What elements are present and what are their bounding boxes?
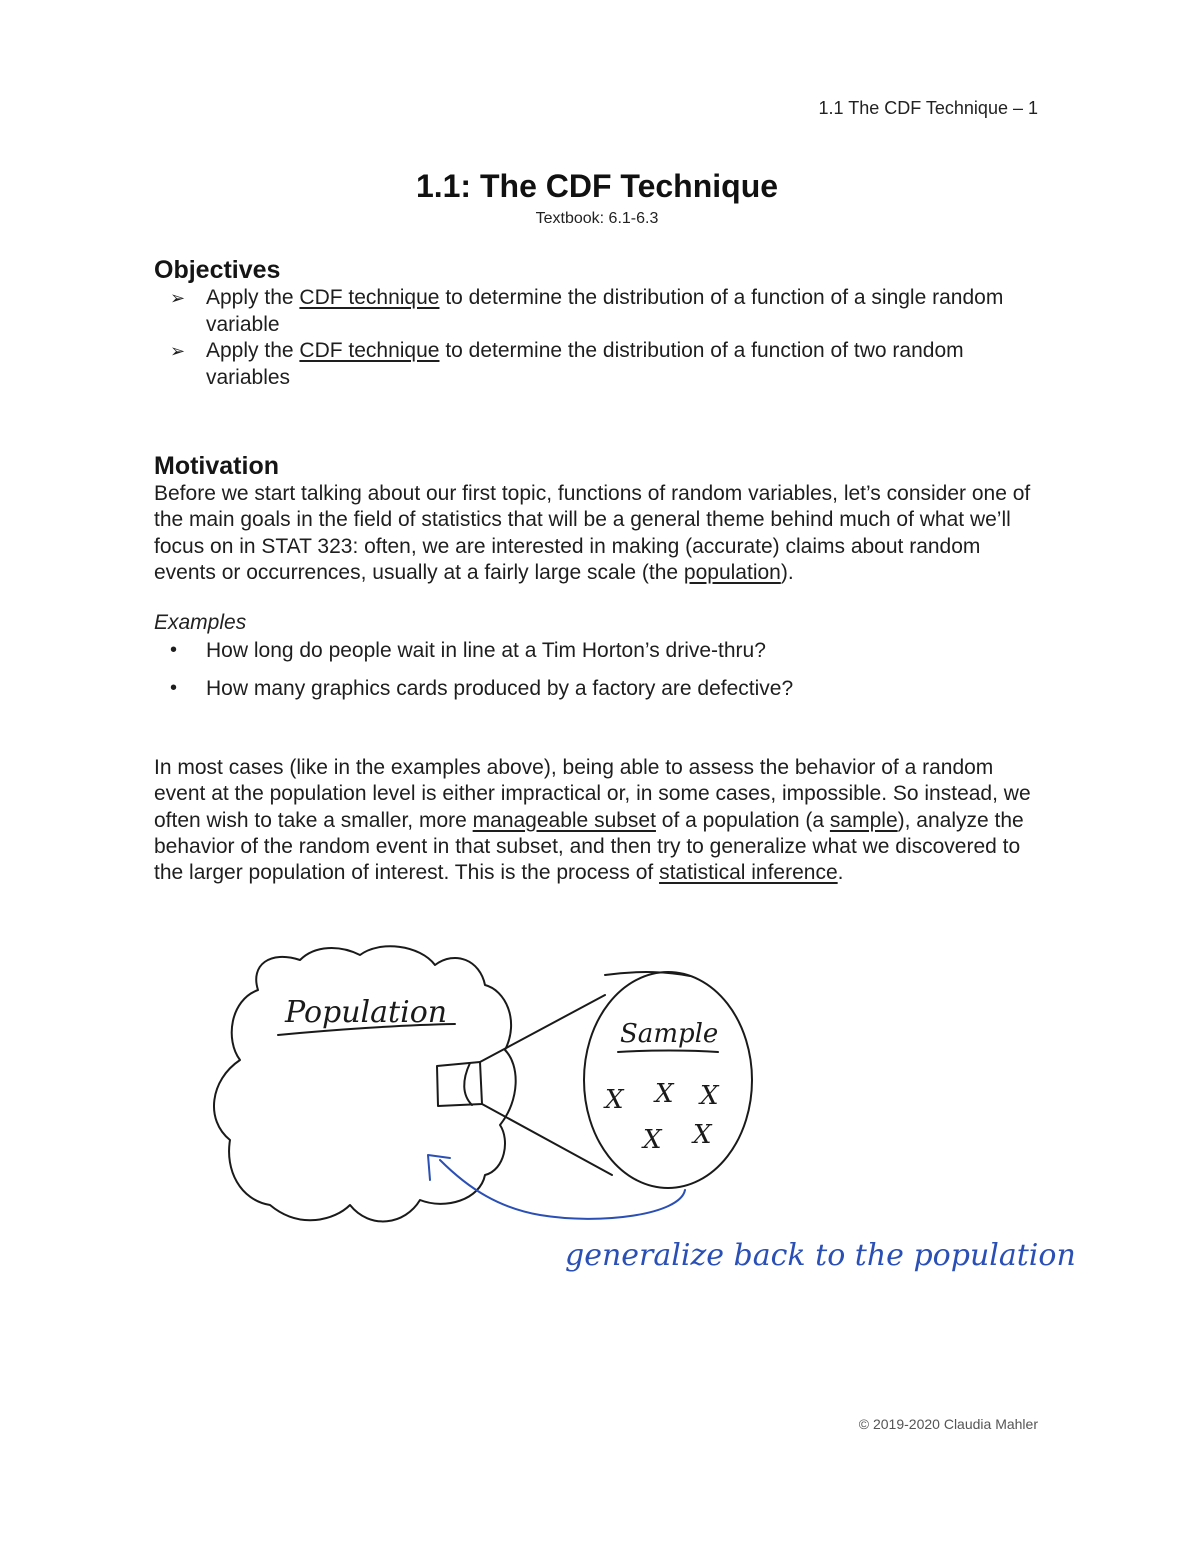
objectives-list: [170, 285, 1050, 391]
sample-mark: X: [655, 1079, 674, 1109]
population-term: population: [683, 560, 781, 584]
sample-term: sample: [829, 808, 898, 832]
objective-text: Apply the: [206, 339, 300, 362]
objective-item: [170, 285, 1050, 338]
example-text: How many graphics cards produced by a factory are defective?: [206, 677, 794, 700]
paragraph-text: ), analyze the behavior of the random event in that subset, and then try to generalize what we discovered to the larger population of interest. This is the process of: [154, 808, 1024, 885]
paragraph-text: .: [837, 861, 844, 885]
examples-label: Examples: [154, 611, 247, 634]
inference-paragraph: [154, 755, 1044, 886]
population-cloud: [214, 946, 516, 1221]
paragraph-text: of a population (a: [655, 808, 830, 832]
examples-list: [170, 639, 793, 715]
cdf-technique-term: CDF technique: [299, 339, 440, 362]
sample-mark: X: [643, 1125, 662, 1155]
sample-mark: X: [700, 1081, 719, 1111]
motivation-paragraph: [154, 481, 1044, 586]
sample-region-square: [437, 1062, 482, 1106]
cdf-technique-term: CDF technique: [299, 286, 440, 309]
zoom-line-bottom: [482, 1104, 612, 1175]
generalize-arrow: [440, 1160, 685, 1219]
population-sample-sketch: [0, 930, 1200, 1300]
paragraph-text: Before we start talking about our first topic, functions of random variables, let’s consider one of the main goals in the field of statistics that will be a general theme behind much of what we’ll focus on in STAT 323: often, we are interested in making (accurate) claims about random events or occurrences, usually at a fairly large scale (the: [154, 482, 1031, 584]
example-text: How long do people wait in line at a Tim Horton’s drive-thru?: [206, 639, 766, 662]
objective-text: Apply the: [206, 286, 300, 309]
copyright-notice: © 2019-2020 Claudia Mahler: [858, 1416, 1038, 1432]
statistical-inference-term: statistical inference: [659, 861, 838, 885]
population-label: Population: [285, 995, 448, 1030]
page-header: 1.1 The CDF Technique – 1: [818, 98, 1038, 118]
bullet-icon: •: [170, 677, 178, 699]
generalize-annotation: generalize back to the population: [565, 1238, 1076, 1273]
textbook-reference: Textbook: 6.1-6.3: [535, 210, 659, 227]
objective-text: to determine the distribution of a function of a single random variable: [206, 286, 1004, 336]
objectives-heading: Objectives: [154, 256, 281, 284]
arrow-bullet-icon: ➢: [170, 341, 186, 361]
objective-text: to determine the distribution of a function of two random variables: [206, 339, 964, 389]
bullet-icon: •: [170, 639, 178, 661]
example-item: [170, 677, 793, 715]
motivation-heading: Motivation: [154, 452, 279, 480]
sample-mark: X: [693, 1120, 712, 1150]
example-item: [170, 639, 793, 677]
sample-underline: [618, 1051, 718, 1053]
manageable-subset-term: manageable subset: [472, 808, 656, 832]
sample-label: Sample: [620, 1019, 719, 1049]
arrow-bullet-icon: ➢: [170, 288, 186, 308]
paragraph-text: In most cases (like in the examples above), being able to assess the behavior of a random event at the population level is either impractical or, in some cases, impossible. So instead, we often wish to take a smaller, more: [154, 756, 1031, 832]
paragraph-text: ).: [780, 560, 794, 584]
objective-item: [170, 338, 1050, 391]
document-title: 1.1: The CDF Technique: [415, 168, 779, 204]
sample-mark: X: [605, 1085, 624, 1115]
